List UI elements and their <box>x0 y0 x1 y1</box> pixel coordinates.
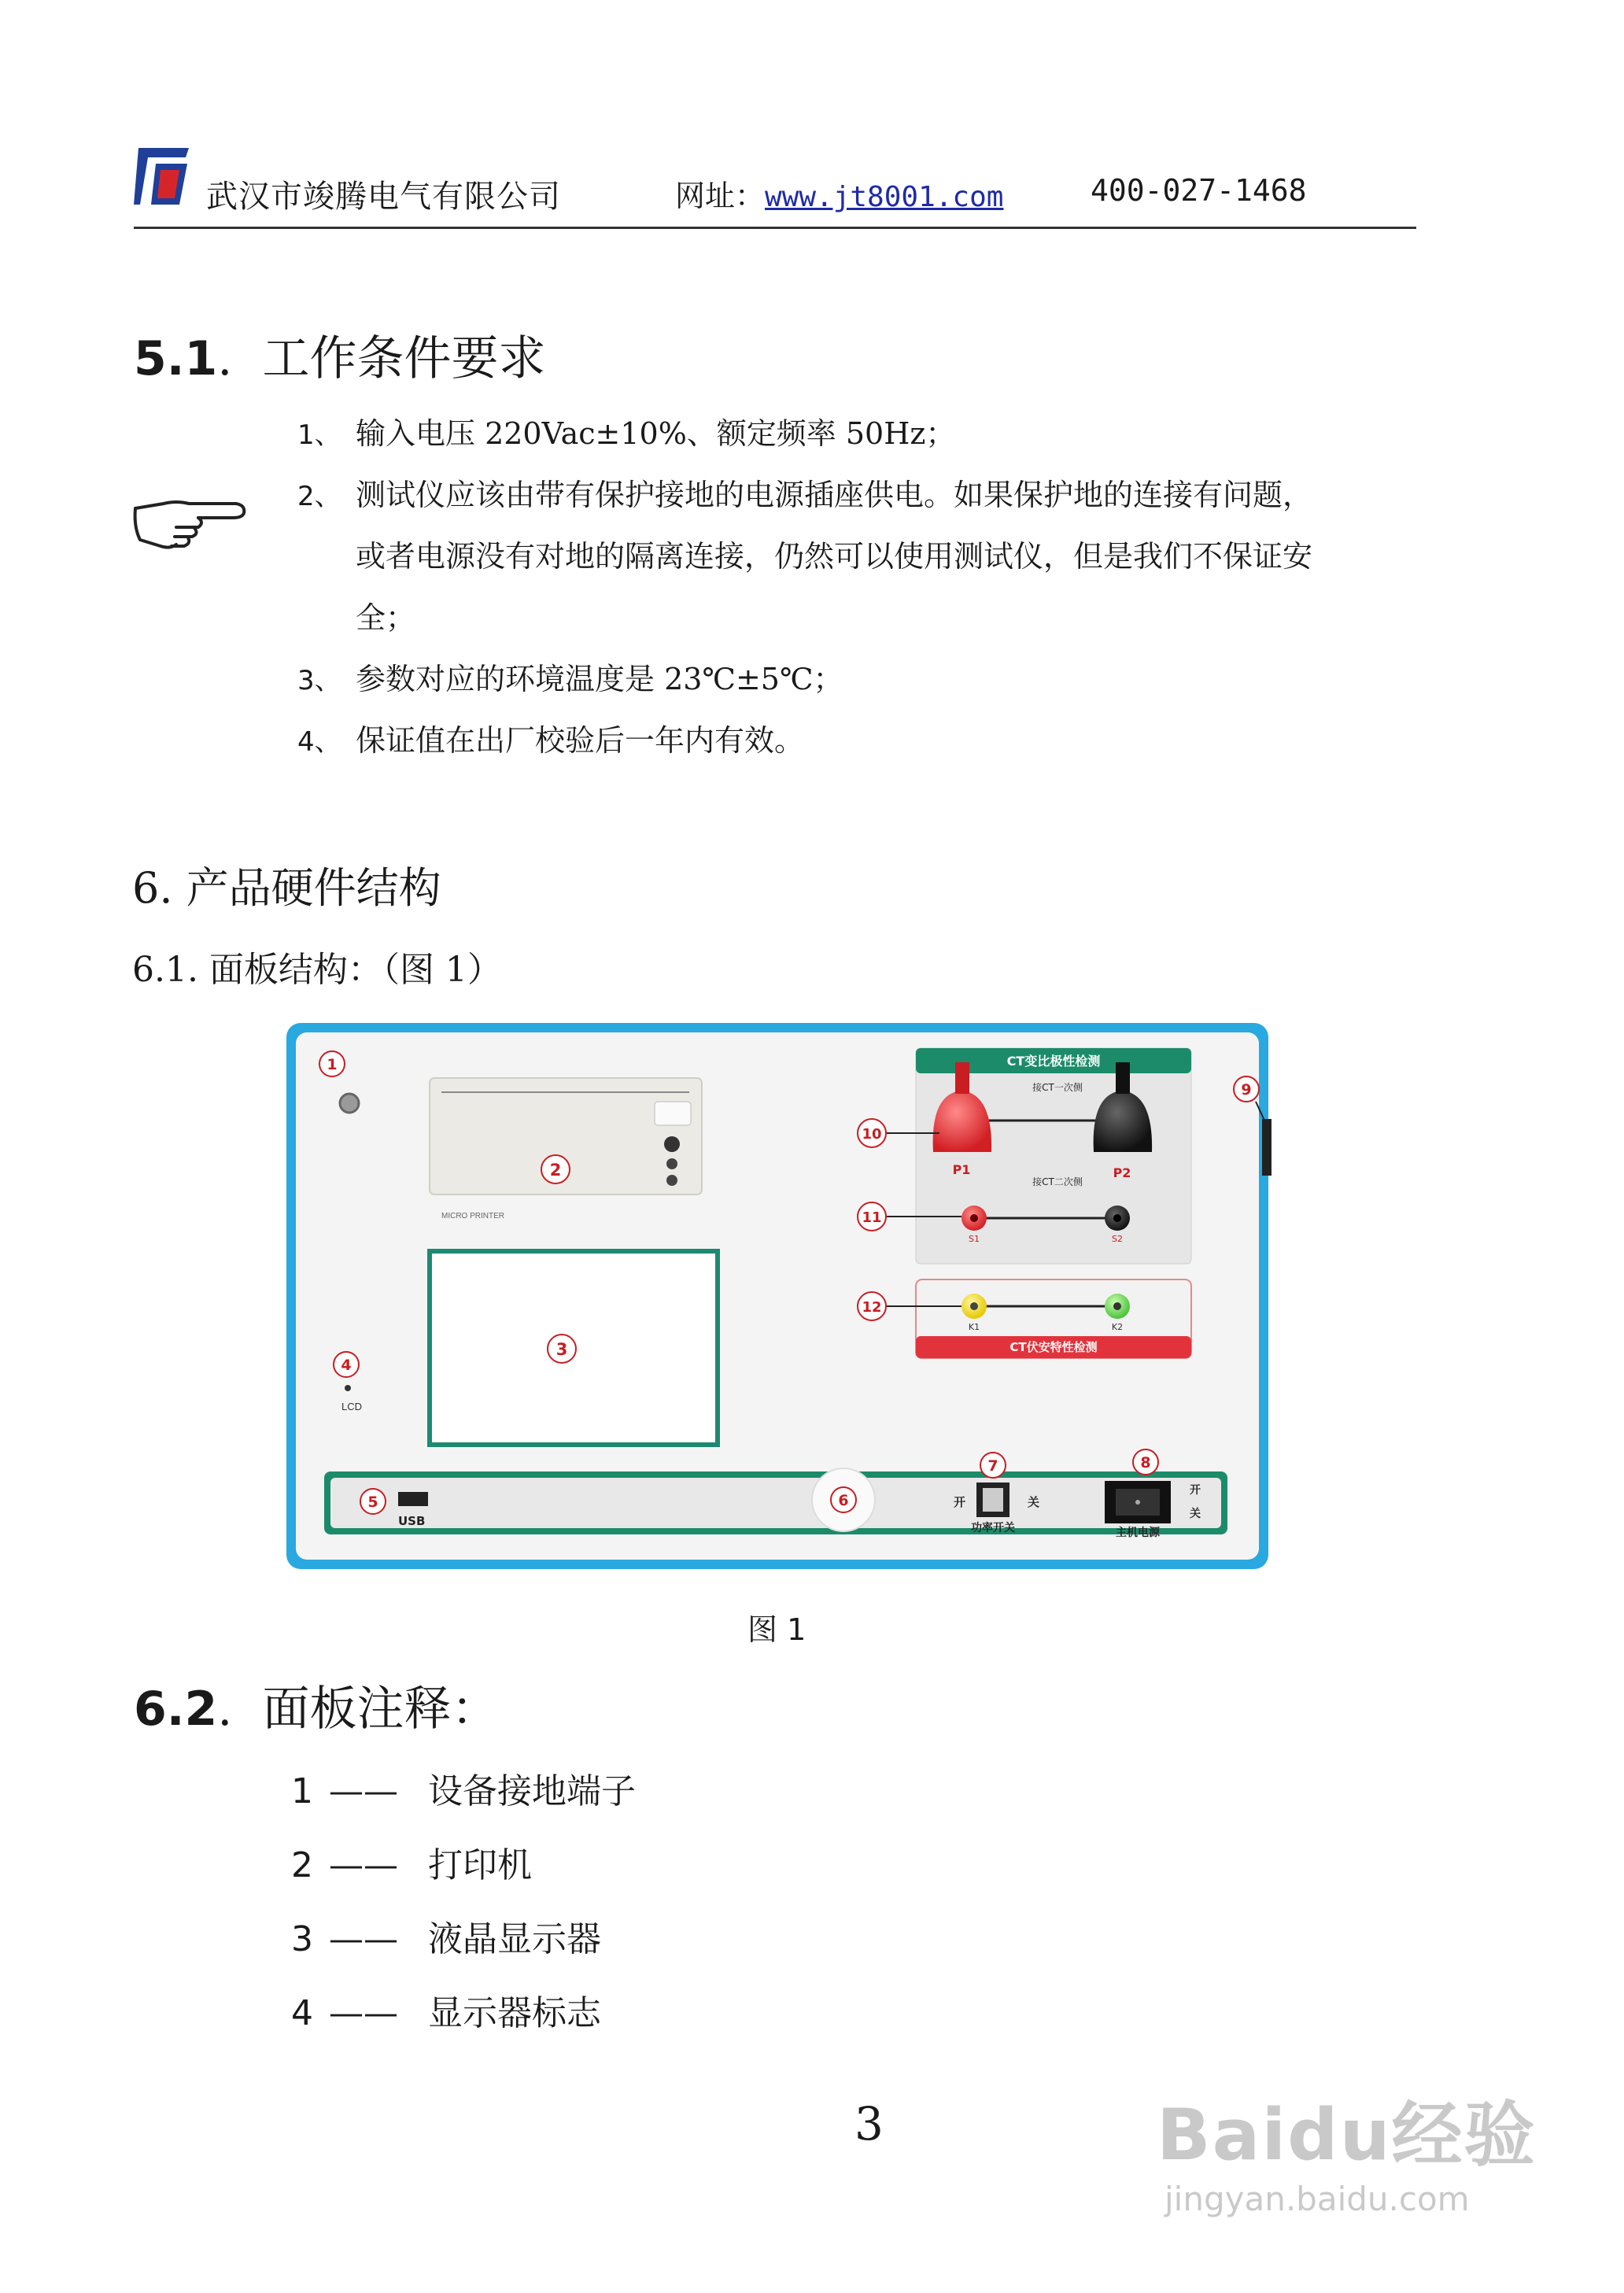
section-5-1-number: 5.1 <box>134 331 218 386</box>
svg-text:关: 关 <box>1190 1508 1201 1520</box>
svg-text:2: 2 <box>549 1161 562 1180</box>
figure-caption: 图 1 <box>747 1612 806 1647</box>
condition-item-4: 4、 保证值在出厂校验后一年内有效。 <box>297 723 805 758</box>
page-number: 3 <box>854 2097 884 2151</box>
panel-note-1: 1 —— 设备接地端子 <box>291 1771 636 1811</box>
callout-12 <box>858 1292 886 1320</box>
ct-ratio-title: CT变比极性检测 <box>1006 1054 1101 1069</box>
panel-note-4: 4 —— 显示器标志 <box>291 1993 601 2033</box>
ct-primary-label: 接CT一次侧 <box>1032 1082 1083 1093</box>
ct-secondary-label: 接CT二次侧 <box>1032 1176 1083 1187</box>
svg-text:开: 开 <box>954 1495 966 1509</box>
p1-label: P1 <box>952 1162 971 1177</box>
printer-label: MICRO PRINTER <box>441 1212 504 1220</box>
callout-3 <box>548 1335 576 1363</box>
svg-text:6: 6 <box>838 1492 849 1509</box>
section-6-2-heading: 6.2. 面板注释： <box>134 1682 499 1737</box>
side-port <box>1262 1119 1272 1176</box>
callout-4 <box>334 1352 359 1377</box>
s2-label: S2 <box>1112 1234 1123 1244</box>
ct-va-title: CT伏安特性检测 <box>1009 1340 1098 1354</box>
svg-text:开: 开 <box>1190 1484 1201 1497</box>
website-link[interactable]: www.jt8001.com <box>765 181 1004 213</box>
power-switch-label: 功率开关 <box>971 1522 1015 1534</box>
usb-port <box>398 1492 428 1506</box>
svg-text:关: 关 <box>1028 1495 1040 1509</box>
svg-text:3: 3 <box>555 1340 568 1359</box>
watermark-url: jingyan.baidu.com <box>1164 2180 1470 2218</box>
company-logo <box>134 146 190 206</box>
callout-1 <box>319 1051 345 1076</box>
website-label: 网址： <box>675 179 766 213</box>
callout-11 <box>858 1202 886 1231</box>
callout-8 <box>1133 1449 1158 1475</box>
k1-label: K1 <box>968 1322 980 1332</box>
main-power-label: 主机电源 <box>1116 1527 1160 1539</box>
svg-text:9: 9 <box>1241 1081 1252 1098</box>
s1-label: S1 <box>969 1234 980 1244</box>
pointing-hand-icon <box>132 493 249 556</box>
svg-text:7: 7 <box>987 1457 998 1475</box>
callout-6 <box>831 1487 856 1512</box>
section-6-heading: 6. 产品硬件结构 <box>132 863 441 913</box>
panel-figure <box>280 1018 1279 1577</box>
callout-5 <box>360 1489 386 1514</box>
svg-text:11: 11 <box>862 1209 882 1226</box>
website <box>675 172 1003 215</box>
condition-item-3: 3、 参数对应的环境温度是 23℃±5℃； <box>297 662 843 696</box>
callout-9 <box>1234 1076 1259 1102</box>
section-5-1-title: 工作条件要求 <box>262 331 546 386</box>
svg-text:8: 8 <box>1140 1454 1151 1471</box>
section-6-2-title: 面板注释： <box>262 1682 499 1737</box>
panel-note-3: 3 —— 液晶显示器 <box>291 1919 601 1959</box>
p2-label: P2 <box>1113 1165 1131 1180</box>
company-name: 武汉市竣腾电气有限公司 <box>206 179 561 215</box>
condition-item-2-line-3: 全； <box>356 600 416 635</box>
callout-10 <box>858 1119 886 1147</box>
svg-text:1: 1 <box>327 1056 338 1073</box>
k2-label: K2 <box>1111 1322 1124 1332</box>
ground-terminal <box>340 1094 359 1113</box>
section-6-1-heading: 6.1. 面板结构：（图 1） <box>132 950 502 990</box>
panel-note-2: 2 —— 打印机 <box>291 1845 532 1885</box>
lcd-label: LCD <box>341 1401 363 1412</box>
callout-2 <box>541 1155 570 1183</box>
baidu-watermark <box>1157 2077 1537 2218</box>
section-5-1-heading: 5.1. 工作条件要求 <box>134 331 546 386</box>
callout-7 <box>980 1453 1006 1478</box>
svg-text:4: 4 <box>341 1357 352 1374</box>
section-6-2-number: 6.2 <box>134 1682 218 1737</box>
condition-item-2-line-2: 或者电源没有对地的隔离连接，仍然可以使用测试仪，但是我们不保证安 <box>356 539 1313 574</box>
watermark-brand: Baidu经验 <box>1157 2094 1537 2177</box>
usb-label: USB <box>398 1514 426 1528</box>
condition-item-2: 2、 测试仪应该由带有保护接地的电源插座供电。如果保护地的连接有问题， <box>297 478 1313 512</box>
condition-item-1: 1、 输入电压 220Vac±10%、额定频率 50Hz； <box>297 416 956 451</box>
phone-number: 400-027-1468 <box>1091 173 1307 208</box>
svg-text:5: 5 <box>367 1494 378 1511</box>
header-divider <box>134 227 1416 229</box>
svg-text:12: 12 <box>862 1299 882 1316</box>
svg-text:10: 10 <box>862 1126 882 1143</box>
